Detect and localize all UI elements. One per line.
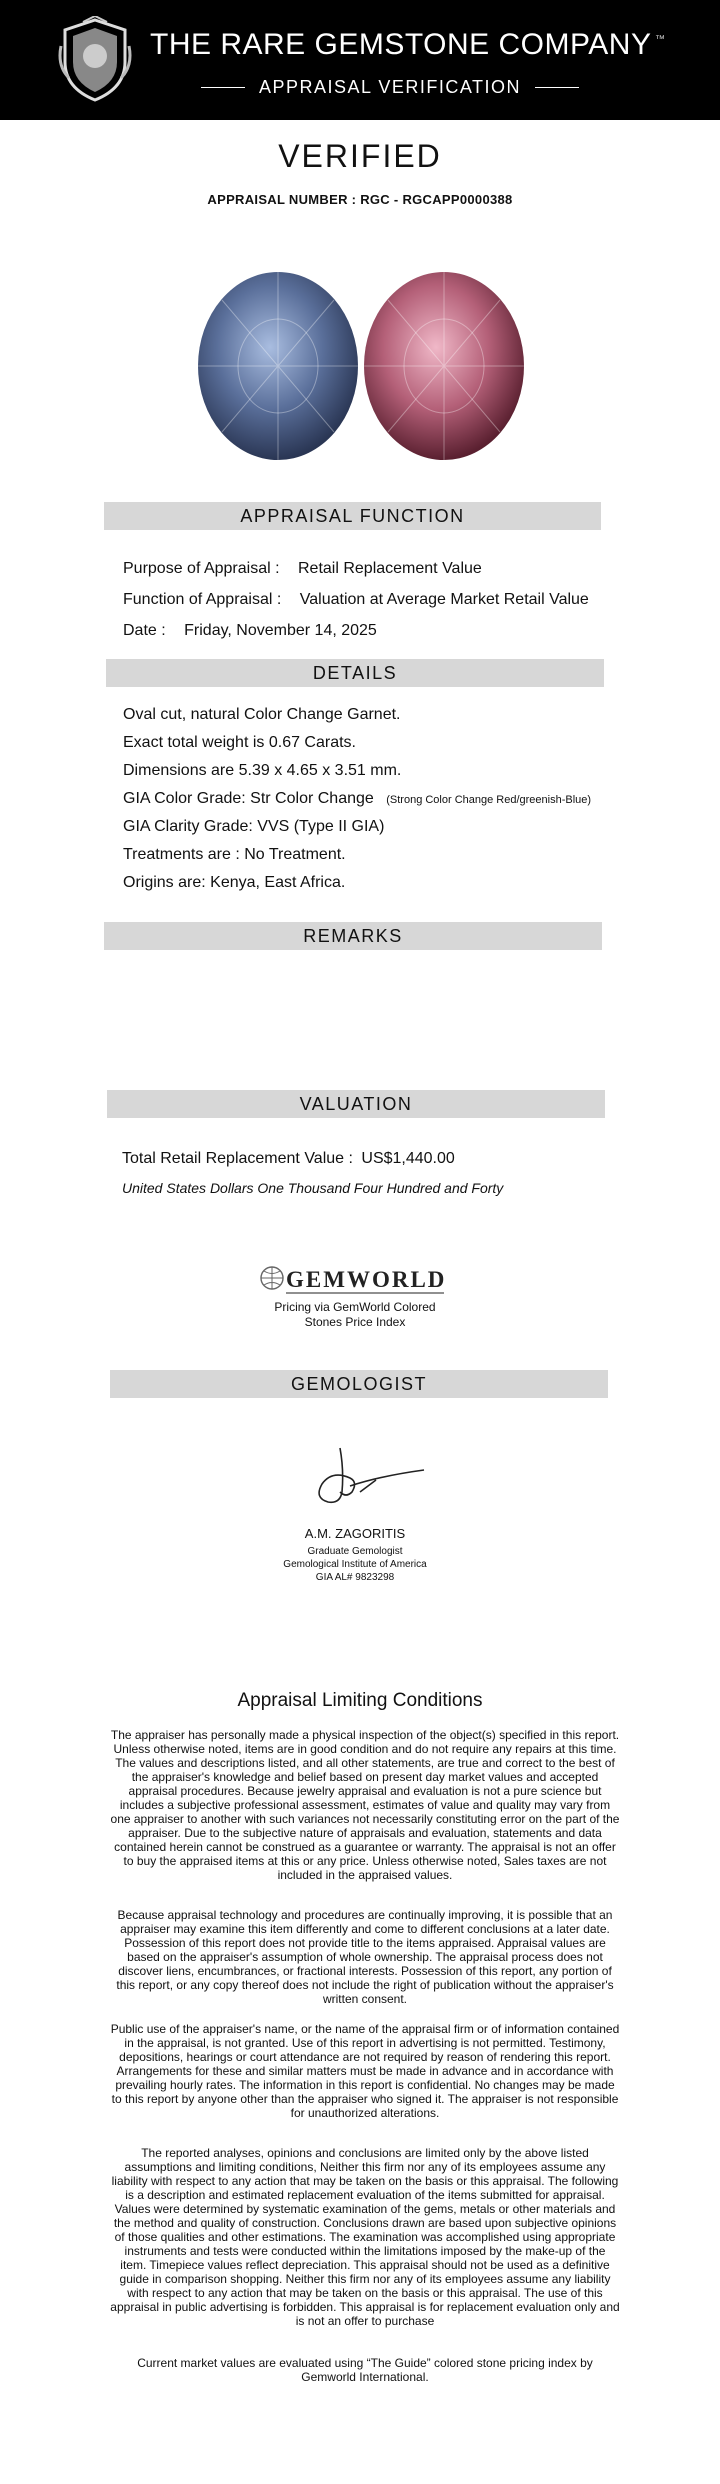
limiting-conditions-title: Appraisal Limiting Conditions (237, 1690, 483, 1711)
detail-color-row (123, 790, 591, 808)
section-gemologist: GEMOLOGIST (110, 1370, 608, 1398)
header-banner (0, 0, 720, 120)
detail-line: Dimensions are 5.39 x 4.65 x 3.51 mm. (123, 762, 402, 779)
gemworld-logo (258, 1262, 448, 1296)
globe-icon (261, 1267, 283, 1289)
section-remarks: REMARKS (104, 922, 602, 950)
date-label: Date : (123, 622, 166, 639)
purpose-value: Retail Replacement Value (298, 560, 482, 577)
verification-status: VERIFIED (278, 138, 442, 174)
subtitle-row (200, 74, 580, 100)
subtitle-divider-right (535, 87, 579, 88)
limiting-conditions-paragraph: Because appraisal technology and procedures are continually improving, it is possible that an appraiser may examine this item differently and come to different conclusions at a later date. Possession of this report does not provide title to the items appraised. Appraisal values are based on the appraiser's assumption of whole ownership. The appraisal process does not discover liens, encumbrances, or fractional interests. Possession of this report, any portion of this report, or any copy thereof does not include the right of publication without the appraiser's written consent. (116, 1908, 614, 2006)
pricing-caption-line-2: Stones Price Index (304, 1315, 406, 1329)
detail-line: GIA Color Grade: Str Color Change (123, 790, 374, 807)
appraisal-number: APPRAISAL NUMBER : RGC - RGCAPP0000388 (207, 192, 513, 207)
gemologist-signature (300, 1440, 430, 1510)
subtitle-divider-left (201, 87, 245, 88)
limiting-conditions-paragraph: The reported analyses, opinions and conclusions are limited only by the above listed assumptions and limiting conditions, Neither this firm nor any of its employees assume any liability with respect to any action that may be taken on the basis or this appraisal. The following is a description and estimated replacement evaluation of the items submitted for appraisal. Values were determined by systematic examination of the gems, metals or other materials and the method and quality of construction. Conclusions drawn are based upon subjective opinions of those qualities and other estimations. The examination was accomplished using appropriate instruments and tests were conducted within the limitations imposed by the make-up of the item. Timepiece values reflect depreciation. This appraisal should not be used as a definitive guide in comparison shopping. Neither this firm nor any of its employees assume any liability with respect to any action that may be taken on the basis or this appraisal. The use of this appraisal in public advertising is forbidden. This appraisal is for replacement evaluation only and is not an offer to purchase (110, 2146, 620, 2328)
function-label: Function of Appraisal : (123, 591, 282, 608)
limiting-conditions-paragraph: Public use of the appraiser's name, or the name of the appraisal firm or of information contained in the appraisal, is not granted. Use of this report in advertising is not permitted. Testimony, depositions, hearings or court attendance are not required by reason of rendering this report. Arrangements for these and similar matters must be made in advance and in accordance with prevailing hourly rates. The information in this report is confidential. No changes may be made to this report by anyone other than the appraiser who signed it. The appraiser is not responsible for unauthorized alterations. (110, 2022, 620, 2120)
total-value-amount: US$1,440.00 (361, 1150, 455, 1167)
detail-line: Exact total weight is 0.67 Carats. (123, 734, 356, 751)
detail-line: Treatments are : No Treatment. (123, 846, 346, 863)
gemologist-credential: Graduate Gemologist (307, 1546, 403, 1557)
date-value: Friday, November 14, 2025 (184, 622, 377, 639)
gemworld-logo-text: GEMWORLD (286, 1267, 447, 1292)
trademark-symbol: ™ (655, 34, 665, 45)
section-details: DETAILS (106, 659, 604, 687)
gemologist-credential: GIA AL# 9823298 (315, 1572, 395, 1583)
page-subtitle: APPRAISAL VERIFICATION (258, 76, 522, 97)
gemologist-name: A.M. ZAGORITIS (304, 1526, 406, 1541)
gemologist-credential: Gemological Institute of America (283, 1559, 427, 1570)
value-in-words: United States Dollars One Thousand Four Hundred and Forty (122, 1180, 504, 1196)
function-row (123, 591, 589, 609)
purpose-row (123, 560, 482, 578)
section-valuation: VALUATION (107, 1090, 605, 1118)
function-value: Valuation at Average Market Retail Value (299, 591, 589, 608)
limiting-conditions-paragraph: The appraiser has personally made a physical inspection of the object(s) specified in this report. Unless otherwise noted, items are in good condition and do not require any repairs at this time. The values and descriptions listed, and all other statements, are true and correct to the best of the appraiser's knowledge and belief based on present day market values and accepted appraisal procedures. Because jewelry appraisal and evaluation is not a pure science but includes a subjective professional assessment, estimates of value and quality may vary from one appraiser to another with such variances not necessarily constituting error on the part of the appraiser. Due to the subjective nature of appraisals and evaluation, statements and data contained herein cannot be construed as a guarantee or warranty. The appraisal is not an offer to buy the appraised items at this or any price. Unless otherwise noted, Sales taxes are not included in the appraised values. (110, 1728, 620, 1882)
detail-line: Oval cut, natural Color Change Garnet. (123, 706, 401, 723)
section-appraisal-function: APPRAISAL FUNCTION (104, 502, 601, 530)
total-value-row (122, 1150, 455, 1168)
pricing-caption (250, 1300, 460, 1330)
total-value-label: Total Retail Replacement Value : (122, 1150, 353, 1167)
color-change-note: (Strong Color Change Red/greenish-Blue) (386, 794, 592, 806)
company-seal-logo-icon (55, 16, 135, 104)
company-name: THE RARE GEMSTONE COMPANY (150, 28, 652, 61)
limiting-conditions-paragraph: Current market values are evaluated using “The Guide” colored stone pricing index by Gemworld International. (137, 2356, 593, 2384)
gemstone-photo (190, 262, 550, 472)
date-row (123, 622, 377, 640)
purpose-label: Purpose of Appraisal : (123, 560, 280, 577)
detail-line: Origins are: Kenya, East Africa. (123, 874, 346, 891)
pricing-caption-line-1: Pricing via GemWorld Colored (274, 1300, 436, 1314)
detail-line: GIA Clarity Grade: VVS (Type II GIA) (123, 818, 385, 835)
